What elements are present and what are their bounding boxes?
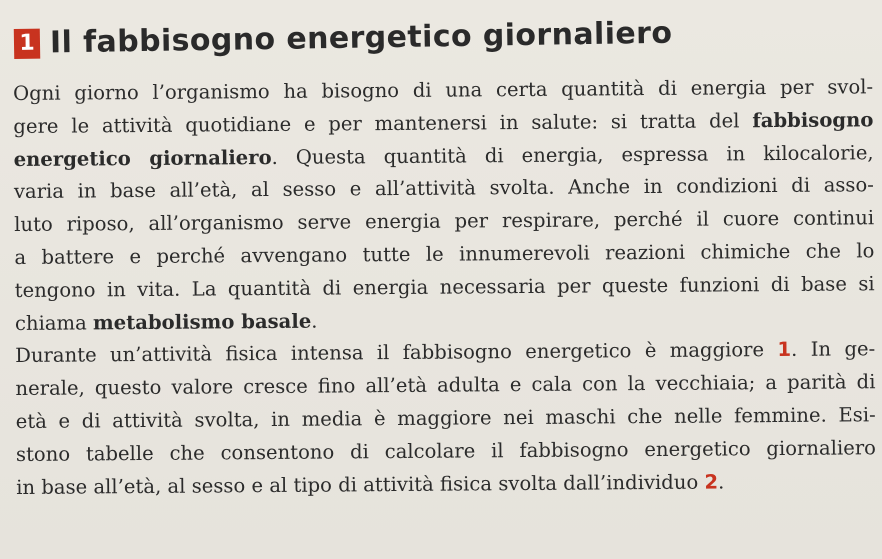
body-text <box>13 71 876 504</box>
paragraph-1-line-6: a battere e perché avvengano tutte le innumerevoli reazioni chimiche che lo <box>14 239 875 269</box>
paragraph-1-line-1: Ogni giorno l’organismo ha bisogno di una certa quantità di energia per svol- <box>13 75 874 105</box>
paragraph-2-line-5: in base all’età, al sesso e al tipo di attività fisica svolta dall’individuo 2. <box>16 469 725 499</box>
paragraph-2-line-3: età e di attività svolta, in media è maggiore nei maschi che nelle femmine. Esi- <box>15 403 876 433</box>
paragraph-1-line-4: varia in base all’età, al sesso e all’attività svolta. Anche in condizioni di asso- <box>13 173 874 204</box>
section-heading <box>14 16 673 61</box>
keyword-fabbisogno: fabbisogno <box>752 108 874 132</box>
paragraph-1-line-7: tengono in vita. La quantità di energia necessaria per queste funzioni di base si <box>14 272 875 302</box>
keyword-energetico-giornaliero: energetico giornaliero <box>13 145 272 171</box>
section-number-badge: 1 <box>14 28 40 58</box>
keyword-metabolismo-basale: metabolismo basale <box>92 309 312 334</box>
paragraph-1-line-5: luto riposo, all’organismo serve energia per respirare, perché il cuore continui <box>14 206 875 237</box>
paragraph-1-line-3: energetico giornaliero. Questa quantità di energia, espressa in kilocalorie, <box>13 140 874 171</box>
paragraph-1-line-8: chiama metabolismo basale. <box>14 309 318 335</box>
paragraph-2-line-2: nerale, questo valore cresce fino all’età adulta e cala con la vecchiaia; a parità di <box>15 370 876 401</box>
paragraph-1-line-2: gere le attività quotidiane e per mantenersi in salute: si tratta del fabbisogno <box>13 108 874 138</box>
paragraph-2-line-4: stono tabelle che consentono di calcolare il fabbisogno energetico giornaliero <box>15 436 877 466</box>
figure-ref-2: 2 <box>704 470 719 494</box>
paragraph-2-line-1: Durante un’attività fisica intensa il fabbisogno energetico è maggiore 1. In ge- <box>15 337 876 368</box>
section-title: Il fabbisogno energetico giornaliero <box>49 15 673 61</box>
figure-ref-1: 1 <box>777 338 792 362</box>
